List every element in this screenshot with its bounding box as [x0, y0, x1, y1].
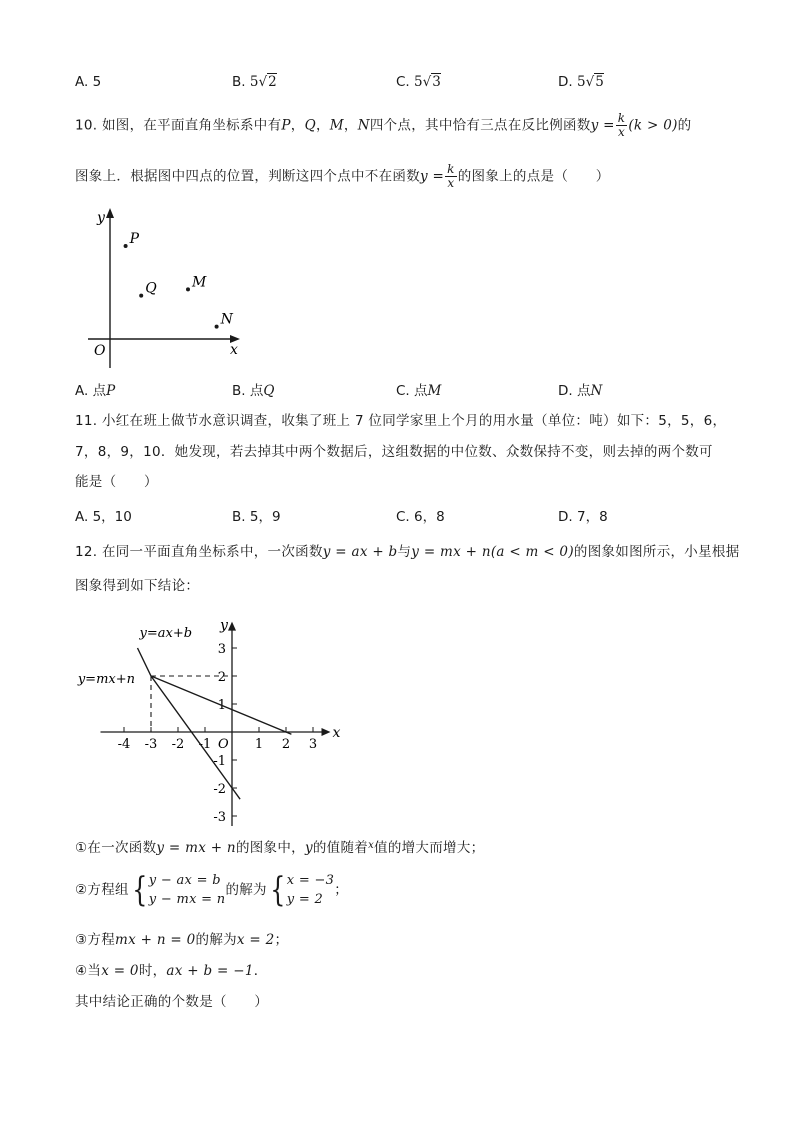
denominator: x: [618, 125, 626, 139]
question-number: 10.: [75, 117, 98, 134]
option-var: Q: [263, 383, 275, 399]
radicand: 5: [595, 74, 604, 90]
point-label: N: [220, 311, 233, 328]
x-axis-label: x: [230, 342, 238, 358]
left-brace: {: [132, 870, 148, 910]
q10-line2: [75, 163, 610, 190]
option-letter: D.: [558, 509, 573, 525]
q12-final: 其中结论正确的个数是（ ）: [75, 994, 269, 1010]
text: ；: [334, 882, 349, 898]
sep: ，: [343, 117, 358, 134]
equation: x = −3: [286, 873, 335, 888]
option-var: M: [427, 383, 442, 399]
option-letter: D.: [558, 74, 573, 90]
text: 的值随着: [312, 840, 369, 856]
q11-option-a: [75, 505, 132, 525]
point-name: M: [329, 117, 344, 134]
sep: ，: [315, 117, 330, 134]
x-axis-label: x: [332, 725, 341, 741]
condition: (a < m < 0): [490, 544, 574, 560]
q12-conclusion-1: [75, 836, 484, 858]
formula: y = ax + b: [322, 544, 398, 560]
q11-option-d: [558, 505, 608, 525]
origin-label: O: [94, 343, 106, 359]
text: ④当: [75, 963, 102, 979]
q11-line2: 7，8，9，10．她发现，若去掉其中两个数据后，这组数据的中位数、众数保持不变，则去掉的两个数可: [75, 444, 713, 460]
sep: ，: [290, 117, 305, 134]
option-letter: C.: [396, 383, 410, 399]
q10-line1: [75, 112, 691, 139]
point-name: P: [281, 117, 291, 134]
q12-line2: 图象得到如下结论：: [75, 578, 200, 594]
text: 的解为: [195, 932, 237, 948]
y-axis-arrow: [106, 208, 114, 218]
point-name: Q: [304, 117, 316, 134]
option-var: N: [590, 383, 603, 399]
formula: ax + b = −1: [166, 963, 254, 979]
option-value: 5√3: [414, 74, 441, 90]
point-p: [124, 244, 128, 248]
text: 时，: [138, 963, 167, 979]
equation: y = 2: [286, 892, 324, 907]
coef: 5: [249, 74, 259, 90]
q9-option-b: [232, 74, 277, 90]
point-label: Q: [145, 280, 157, 297]
text: 的图象上的点是（ ）: [457, 168, 610, 185]
q10-option-d: [558, 379, 602, 399]
text: 的图象中，: [235, 840, 305, 856]
formula: y = mx + n: [411, 544, 491, 560]
q12-conclusion-2: [75, 870, 348, 910]
formula: y =: [420, 168, 445, 185]
radicand: 3: [432, 74, 441, 90]
y-axis-arrow: [228, 622, 236, 631]
numerator: k: [447, 162, 455, 176]
q9-option-d: [558, 74, 604, 90]
y-axis-label: y: [220, 617, 228, 634]
q11-line1: 11. 小红在班上做节水意识调查，收集了班上 7 位同学家里上个月的用水量（单位：吨）如下：5，5，6，: [75, 413, 727, 429]
text: ．: [253, 963, 268, 979]
q9-option-a: [75, 74, 101, 90]
x-tick-label: 2: [281, 737, 291, 752]
x-tick-label: -4: [117, 737, 131, 752]
option-letter: C.: [396, 74, 410, 90]
x-tick-label: 3: [308, 737, 318, 752]
y-tick-label: -2: [213, 782, 226, 797]
formula: y =: [590, 117, 615, 134]
point-label: P: [129, 231, 140, 247]
text: 的: [677, 117, 692, 134]
point-group: [124, 231, 234, 329]
q10-option-a: [75, 379, 115, 399]
formula: x = 0: [101, 963, 139, 979]
text: 的图象如图所示，小星根据: [573, 544, 740, 560]
text: ①在一次函数: [75, 840, 157, 856]
q10-option-c: [396, 379, 441, 399]
variable: x: [368, 840, 375, 851]
text: 图象上．根据图中四点的位置，判断这四个点中不在函数: [75, 168, 420, 185]
q10-option-b: [232, 379, 274, 399]
variable: y: [304, 840, 313, 856]
y-tick-label: -1: [213, 754, 226, 769]
option-text: 点: [414, 383, 428, 399]
solution-system: [287, 871, 334, 909]
origin-label: O: [218, 737, 229, 752]
x-tick-label: 1: [254, 737, 264, 752]
point-label: M: [192, 274, 207, 291]
condition: (k > 0): [628, 117, 678, 134]
option-text: 点: [576, 383, 591, 399]
q12-conclusion-3: [75, 930, 288, 950]
coef: 5: [414, 74, 423, 90]
x-tick-label: -3: [144, 737, 158, 752]
option-text: 5，9: [249, 509, 281, 525]
option-text: 7，8: [576, 509, 608, 525]
option-letter: B.: [232, 74, 246, 90]
y-tick-label: 3: [217, 642, 226, 657]
formula: x = 2: [236, 932, 275, 948]
text: 四个点，其中恰有三点在反比例函数: [369, 117, 591, 134]
option-text: 6，8: [414, 509, 445, 525]
radicand: 2: [268, 74, 277, 90]
q12-chart: [70, 614, 360, 826]
option-letter: A.: [75, 509, 89, 525]
left-brace: {: [270, 870, 286, 910]
text: 值的增大而增大；: [374, 840, 485, 856]
option-letter: B.: [232, 383, 246, 399]
q10-figure: [80, 200, 260, 375]
point-name: N: [357, 117, 370, 134]
option-letter: A.: [75, 383, 89, 399]
q11-option-b: [232, 505, 281, 525]
series-label: y=ax+b: [139, 626, 193, 641]
formula: mx + n = 0: [115, 932, 196, 948]
q11-line3: 能是（ ）: [75, 474, 158, 490]
option-text: 5，10: [92, 509, 132, 525]
q9-option-c: [396, 74, 441, 90]
y-axis-label: y: [97, 210, 105, 226]
equation: y − ax = b: [148, 873, 221, 888]
fraction: [616, 112, 628, 139]
option-var: P: [106, 383, 116, 399]
option-letter: A.: [75, 74, 89, 90]
point-q: [139, 294, 143, 298]
fraction: [445, 163, 457, 190]
option-letter: B.: [232, 509, 246, 525]
text: 12. 在同一平面直角坐标系中，一次函数: [75, 544, 323, 560]
text: ③方程: [75, 932, 116, 948]
x-axis-arrow: [322, 728, 331, 736]
q11-option-c: [396, 505, 445, 525]
option-value: 5: [92, 74, 102, 90]
x-tick-label: -2: [171, 737, 185, 752]
y-tick-label: -3: [213, 810, 226, 825]
formula: y = mx + n: [156, 840, 236, 856]
x-tick-label: -1: [198, 737, 212, 752]
y-tick-label: 2: [217, 670, 226, 685]
option-value: 5√5: [576, 74, 604, 90]
point-n: [215, 325, 219, 329]
text: 的解为: [225, 882, 267, 898]
option-text: 点: [249, 383, 264, 399]
q12-line1: [75, 542, 740, 562]
text: ②方程组: [75, 882, 129, 898]
option-value: 5√2: [249, 74, 277, 90]
numerator: k: [617, 111, 626, 125]
equation: y − mx = n: [148, 892, 226, 907]
option-text: 点: [92, 383, 107, 399]
option-letter: C.: [396, 509, 410, 525]
coef: 5: [576, 74, 586, 90]
option-letter: D.: [558, 383, 573, 399]
equation-system: [149, 871, 226, 909]
text: 与: [397, 544, 412, 560]
q12-conclusion-4: [75, 961, 268, 981]
text: ；: [274, 932, 289, 948]
y-tick-label: 1: [217, 698, 226, 713]
chart-plot: [77, 618, 341, 826]
point-m: [186, 287, 190, 291]
text: 如图，在平面直角坐标系中有: [101, 117, 282, 134]
series-label: y=mx+n: [77, 672, 135, 687]
denominator: x: [447, 176, 455, 190]
